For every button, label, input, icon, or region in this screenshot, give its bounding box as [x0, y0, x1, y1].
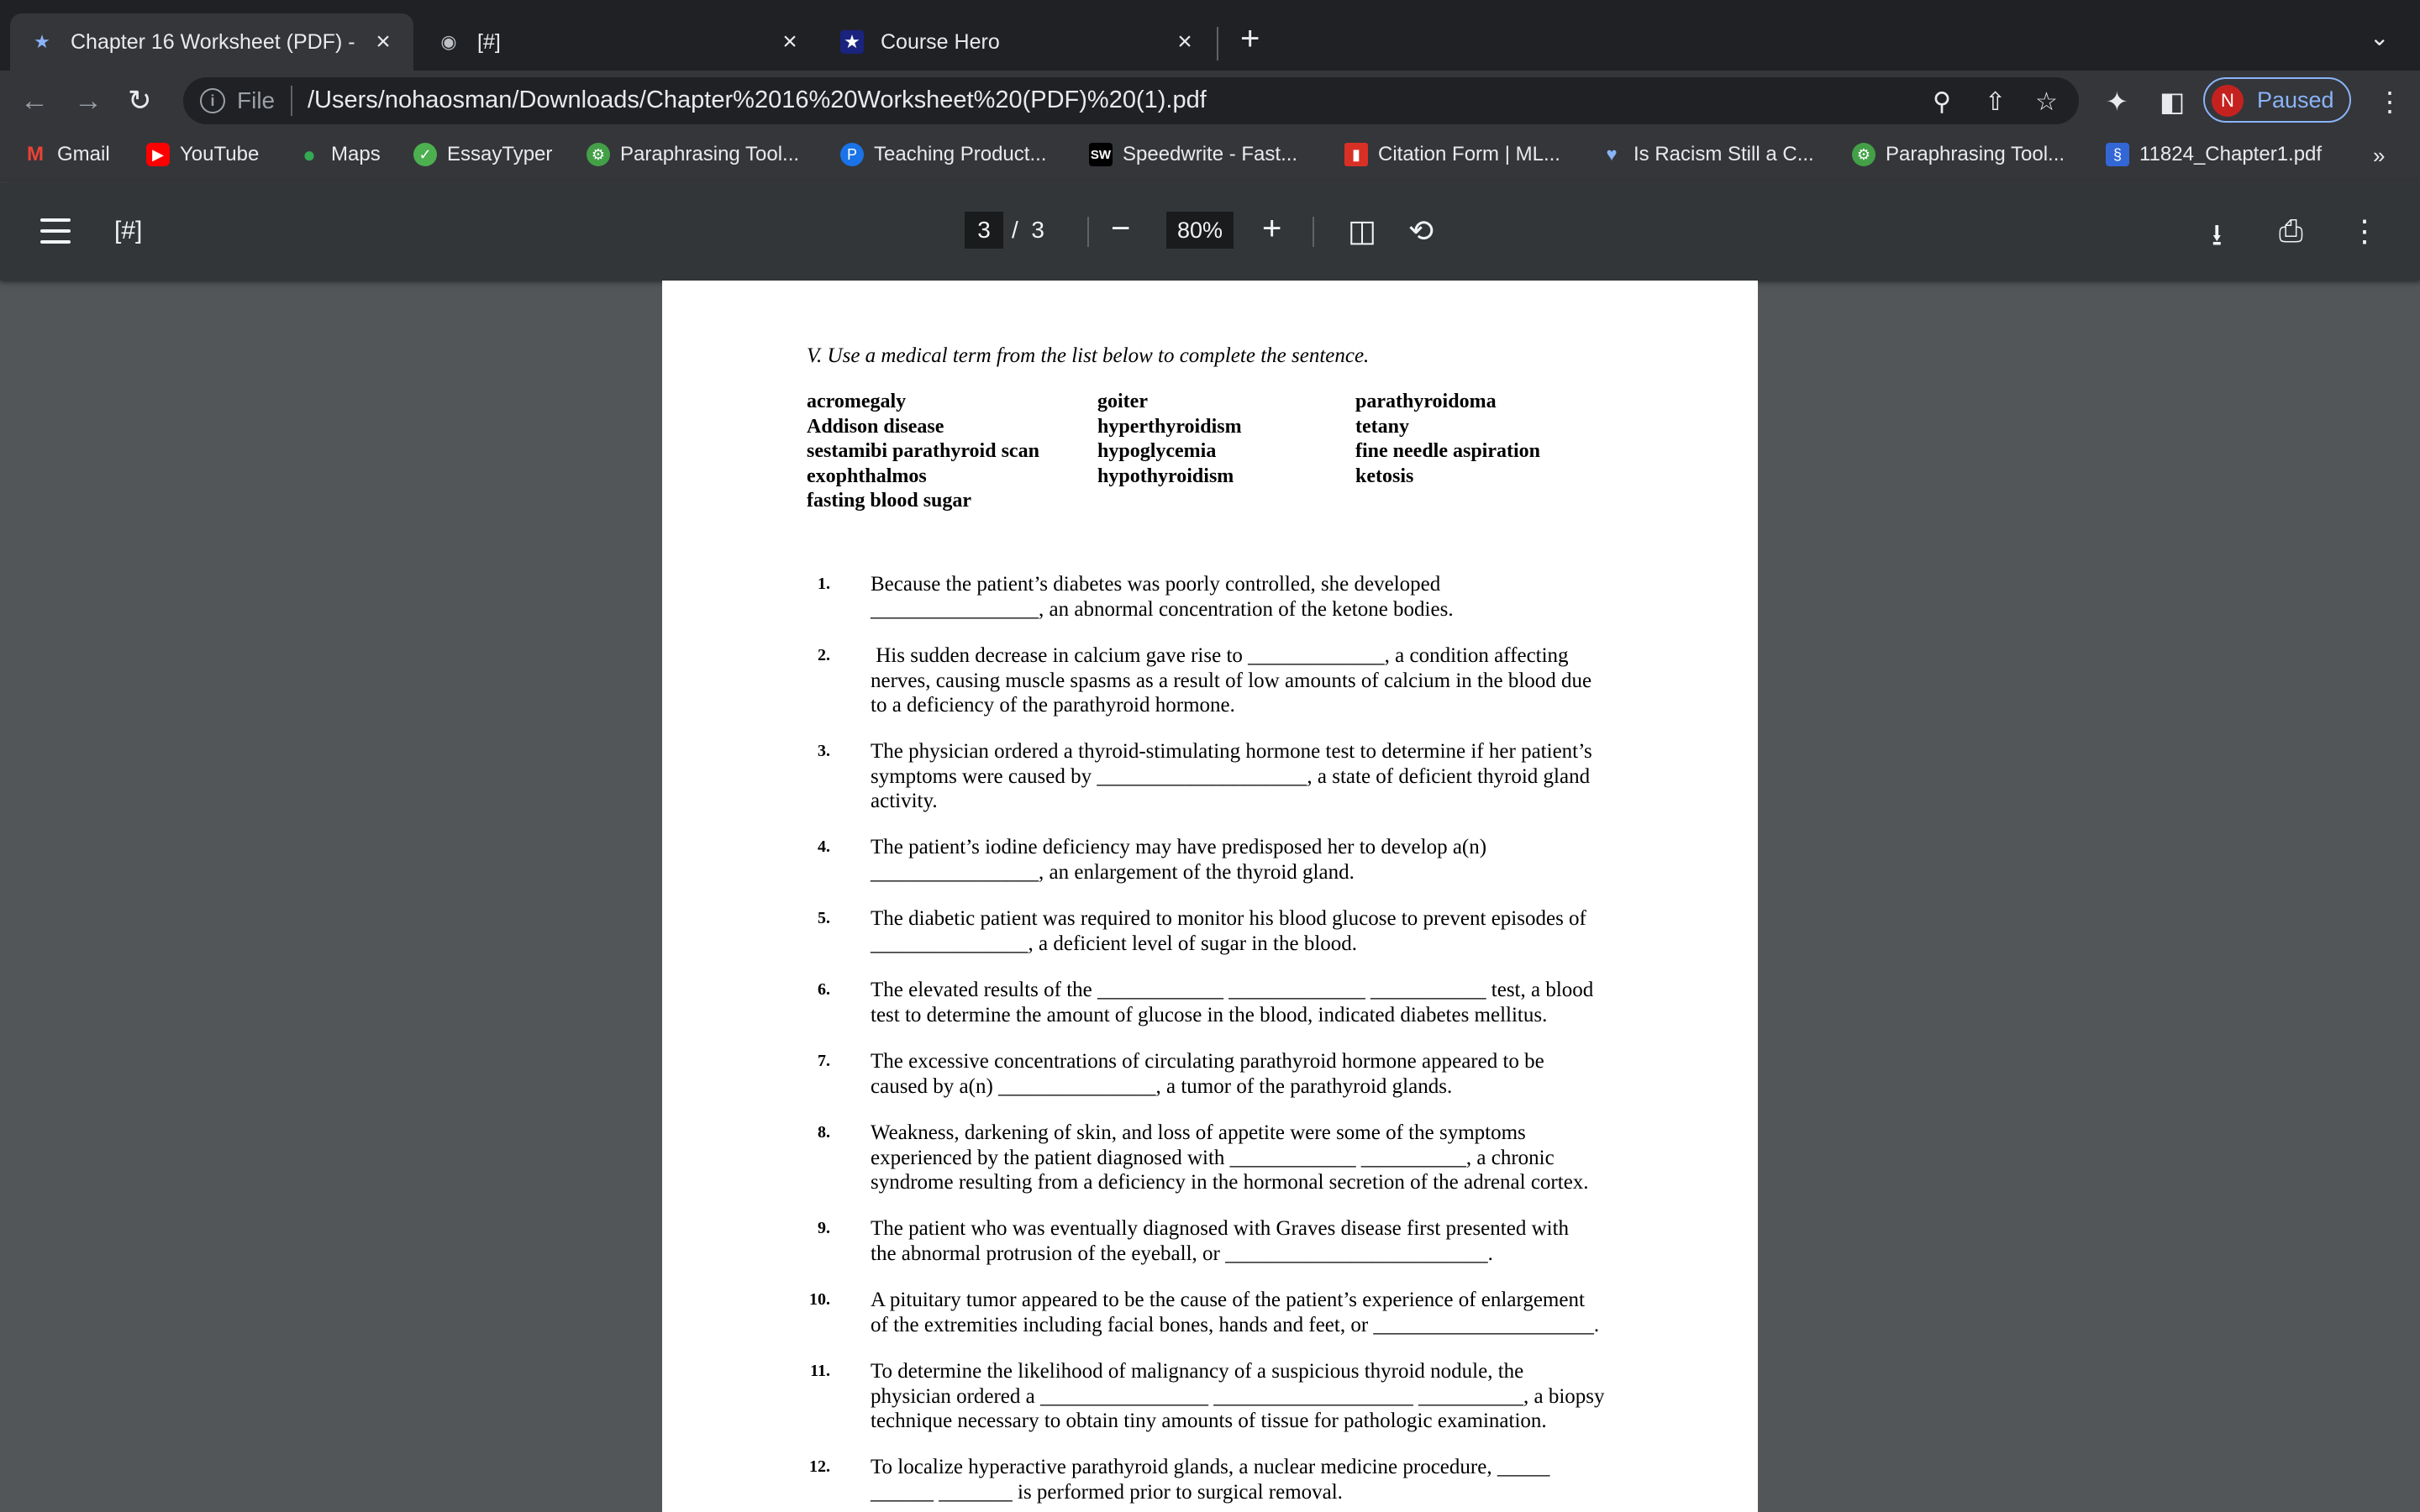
bookmark-star-icon[interactable]: ☆ — [2035, 88, 2058, 116]
bookmark-label: Gmail — [57, 143, 110, 165]
maps-pin-icon: ● — [302, 141, 316, 167]
question-number: 8. — [818, 1123, 830, 1142]
book-icon: ★ — [34, 31, 50, 52]
question-line: The elevated results of the ____________ _____________ ___________ test, a blood — [871, 979, 1594, 1001]
bookmark-label: YouTube — [180, 143, 260, 165]
address-divider — [291, 86, 292, 116]
star-icon: ★ — [840, 30, 864, 54]
tab-title: [#] — [477, 29, 501, 54]
bookmark-youtube[interactable] — [146, 143, 259, 166]
question-number: 9. — [818, 1219, 830, 1237]
tab-search-chevron-icon[interactable]: ⌄ — [2370, 24, 2390, 50]
question-number: 1. — [818, 575, 830, 593]
bookmark-teaching-product[interactable] — [840, 143, 1046, 166]
heart-badge-icon: ♥ — [1606, 144, 1618, 165]
page-count — [1012, 217, 1044, 244]
bookmark-gmail[interactable] — [24, 143, 110, 166]
question-line: His sudden decrease in calcium gave rise to _____________, a condition affecting — [871, 644, 1569, 667]
question-number: 2. — [818, 646, 830, 664]
browser-menu-icon[interactable]: ⋮ — [2376, 87, 2403, 117]
question-line: test to determine the amount of glucose in the blood, indicated diabetes mellitus. — [871, 1003, 1548, 1026]
question-line: Because the patient’s diabetes was poorly controlled, she developed — [871, 573, 1441, 596]
bookmark-racism[interactable] — [1600, 143, 1814, 166]
word-list-item: goiter — [1097, 391, 1148, 412]
url-text[interactable]: /Users/nohaosman/Downloads/Chapter%2016%20Worksheet%20(PDF)%20(1).pdf — [308, 87, 1207, 113]
word-list-item: sestamibi parathyroid scan — [807, 440, 1039, 462]
rotate-icon[interactable]: ⟲ — [1408, 213, 1434, 248]
profile-button[interactable] — [2203, 77, 2351, 123]
question-line: caused by a(n) _______________, a tumor of the parathyroid glands. — [871, 1074, 1453, 1098]
pdf-toolbar — [0, 183, 2420, 281]
bookmark-label: Citation Form | ML... — [1378, 143, 1560, 165]
bookmark-paraphrasing-1[interactable] — [587, 143, 799, 166]
close-icon[interactable]: × — [782, 28, 797, 55]
page-separator: / — [1012, 217, 1018, 243]
bookmarks-bar — [0, 131, 2420, 183]
question-number: 7. — [818, 1052, 830, 1070]
question-line: ________________, an abnormal concentration of the ketone bodies. — [871, 597, 1454, 621]
tab-strip — [0, 0, 2420, 71]
bookmark-paraphrasing-2[interactable] — [1852, 143, 2065, 166]
word-list-column-1 — [807, 390, 1039, 514]
pdf-doc-icon: § — [2106, 143, 2129, 166]
paraphrasing-icon: ⚙ — [1852, 143, 1876, 166]
question-line: experienced by the patient diagnosed with ____________ __________, a chronic — [871, 1146, 1555, 1169]
paraphrasing-icon: ⚙ — [587, 143, 610, 166]
question-line: The patient who was eventually diagnosed with Graves disease first presented with — [871, 1217, 1570, 1240]
bookmark-maps[interactable] — [297, 143, 381, 166]
info-icon[interactable]: i — [200, 88, 225, 113]
youtube-icon: ▶ — [146, 143, 170, 166]
bookmark-essaytyper[interactable] — [413, 143, 552, 166]
question-number: 10. — [809, 1290, 830, 1309]
question-line: physician ordered a ________________ ___________________ __________, a biopsy — [871, 1384, 1605, 1408]
p-circle-icon: P — [840, 143, 864, 166]
word-list-item: acromegaly — [807, 391, 907, 412]
question-line: The diabetic patient was required to monitor his blood glucose to prevent episodes of — [871, 907, 1586, 930]
question-number: 5. — [818, 909, 830, 927]
question-line: To localize hyperactive parathyroid glands, a nuclear medicine procedure, _____ — [871, 1456, 1550, 1478]
profile-status: Paused — [2257, 87, 2334, 113]
question-number: 6. — [818, 980, 830, 999]
bookmark-label: Teaching Product... — [874, 143, 1047, 165]
question-line: nerves, causing muscle spasms as a result of low amounts of calcium in the blood due — [871, 669, 1592, 692]
word-list-item: Addison disease — [807, 415, 944, 438]
question-line: The physician ordered a thyroid-stimulating hormone test to determine if her patient’s — [871, 740, 1592, 763]
pdf-title: [#] — [114, 217, 143, 244]
forward-arrow-icon[interactable]: → — [74, 85, 103, 117]
tab-divider — [1217, 27, 1218, 60]
bookmark-label: 11824_Chapter1.pdf — [2139, 143, 2323, 165]
bookmark-ribbon-icon: ▮ — [1344, 143, 1368, 166]
pdf-page — [662, 281, 1758, 1512]
zoom-level-input[interactable]: 80% — [1166, 212, 1234, 249]
question-line: symptoms were caused by ____________________, a state of deficient thyroid gland — [871, 764, 1591, 788]
word-list-item: hypoglycemia — [1097, 440, 1217, 462]
address-bar[interactable] — [183, 77, 2079, 124]
question-line: technique necessary to obtain tiny amounts of tissue for pathologic examination. — [871, 1410, 1547, 1432]
menu-hamburger-icon[interactable] — [40, 218, 71, 244]
word-list-item: tetany — [1355, 415, 1409, 438]
bookmark-speedwrite[interactable] — [1089, 143, 1297, 166]
more-actions-icon[interactable]: ⋮ — [2349, 213, 2380, 248]
question-line: Weakness, darkening of skin, and loss of appetite were some of the symptoms — [871, 1121, 1526, 1144]
question-number: 12. — [809, 1457, 830, 1476]
download-icon[interactable]: ⭳ — [2212, 218, 2223, 252]
question-number: 4. — [818, 837, 830, 856]
fit-page-icon[interactable]: ◫ — [1348, 213, 1377, 248]
question-line: _______________, a deficient level of sugar in the blood. — [871, 932, 1358, 955]
zoom-in-button[interactable]: + — [1262, 210, 1282, 247]
question-number: 3. — [818, 742, 830, 760]
word-list-item: ketosis — [1355, 465, 1414, 487]
question-line: activity. — [871, 790, 938, 812]
word-list-item: hypothyroidism — [1097, 465, 1234, 487]
print-icon[interactable]: ⎙ — [2279, 213, 2303, 248]
question-line: ______ _______ is performed prior to surgical removal. — [871, 1480, 1343, 1504]
word-list-column-3 — [1355, 390, 1540, 489]
bookmark-label: Speedwrite - Fast... — [1123, 143, 1298, 165]
question-line: syndrome resulting from a deficiency in the hormonal secretion of the adrenal cortex. — [871, 1171, 1589, 1194]
speedwrite-icon: SW — [1089, 143, 1113, 166]
bookmark-citation-form[interactable] — [1344, 143, 1560, 166]
question-line: A pituitary tumor appeared to be the cause of the patient’s experience of enlargement — [871, 1289, 1585, 1311]
close-icon[interactable]: × — [376, 28, 391, 55]
tab-chapter-16[interactable] — [10, 13, 413, 71]
reload-icon[interactable]: ↻ — [128, 85, 152, 117]
word-list-item: exophthalmos — [807, 465, 927, 487]
question-line: ________________, an enlargement of the thyroid gland. — [871, 860, 1355, 884]
new-tab-button[interactable]: + — [1240, 20, 1260, 57]
browser-toolbar — [0, 71, 2420, 131]
globe-icon: ◉ — [440, 31, 457, 52]
tab-course-hero[interactable] — [820, 13, 1215, 71]
close-icon[interactable]: × — [1177, 28, 1192, 55]
bookmark-label: EssayTyper — [447, 143, 553, 165]
toolbar-divider — [1313, 217, 1314, 247]
extensions-puzzle-icon[interactable]: ✦ — [2106, 87, 2128, 117]
question-line: to a deficiency of the parathyroid hormone. — [871, 694, 1235, 717]
word-list-item: fasting blood sugar — [807, 490, 972, 512]
scheme-label: File — [237, 87, 276, 113]
question-number: 11. — [810, 1362, 830, 1380]
tab-title: Course Hero — [881, 29, 1000, 54]
bookmark-label: Paraphrasing Tool... — [1886, 143, 2065, 165]
question-line: of the extremities including facial bones, hands and feet, or _____________________. — [871, 1313, 1600, 1336]
word-list-column-2 — [1097, 390, 1242, 489]
bookmark-label: Is Racism Still a C... — [1634, 143, 1814, 165]
page-number-input[interactable]: 3 — [965, 212, 1003, 249]
zoom-out-button[interactable]: − — [1111, 210, 1131, 247]
share-icon[interactable]: ⇧ — [1985, 88, 2007, 116]
question-line: the abnormal protrusion of the eyeball, or _________________________. — [871, 1242, 1493, 1265]
tab-title: Chapter 16 Worksheet (PDF) - — [71, 29, 355, 54]
toolbar-divider — [1087, 217, 1089, 247]
gmail-icon: M — [27, 143, 44, 165]
essaytyper-icon: ✓ — [413, 143, 437, 166]
question-line: The excessive concentrations of circulating parathyroid hormone appeared to be — [871, 1050, 1544, 1073]
bookmark-label: Paraphrasing Tool... — [620, 143, 800, 165]
zoom-magnifier-icon[interactable]: ⚲ — [1933, 88, 1951, 116]
question-line: The patient’s iodine deficiency may have predisposed her to develop a(n) — [871, 836, 1487, 858]
bookmarks-overflow-button[interactable]: » — [2373, 143, 2386, 168]
total-pages: 3 — [1031, 217, 1044, 243]
side-panel-icon[interactable]: ◧ — [2160, 87, 2186, 117]
question-line: To determine the likelihood of malignancy of a suspicious thyroid nodule, the — [871, 1360, 1524, 1383]
tab-hash[interactable] — [417, 13, 820, 71]
word-list-item: parathyroidoma — [1355, 391, 1497, 412]
bookmark-chapter1-pdf[interactable] — [2106, 143, 2322, 166]
section-instruction: V. Use a medical term from the list below to complete the sentence. — [807, 344, 1370, 367]
word-list-item: fine needle aspiration — [1355, 440, 1540, 462]
bookmark-label: Maps — [331, 143, 381, 165]
word-list-item: hyperthyroidism — [1097, 415, 1242, 438]
back-arrow-icon[interactable]: ← — [20, 85, 49, 117]
avatar: N — [2212, 85, 2244, 117]
